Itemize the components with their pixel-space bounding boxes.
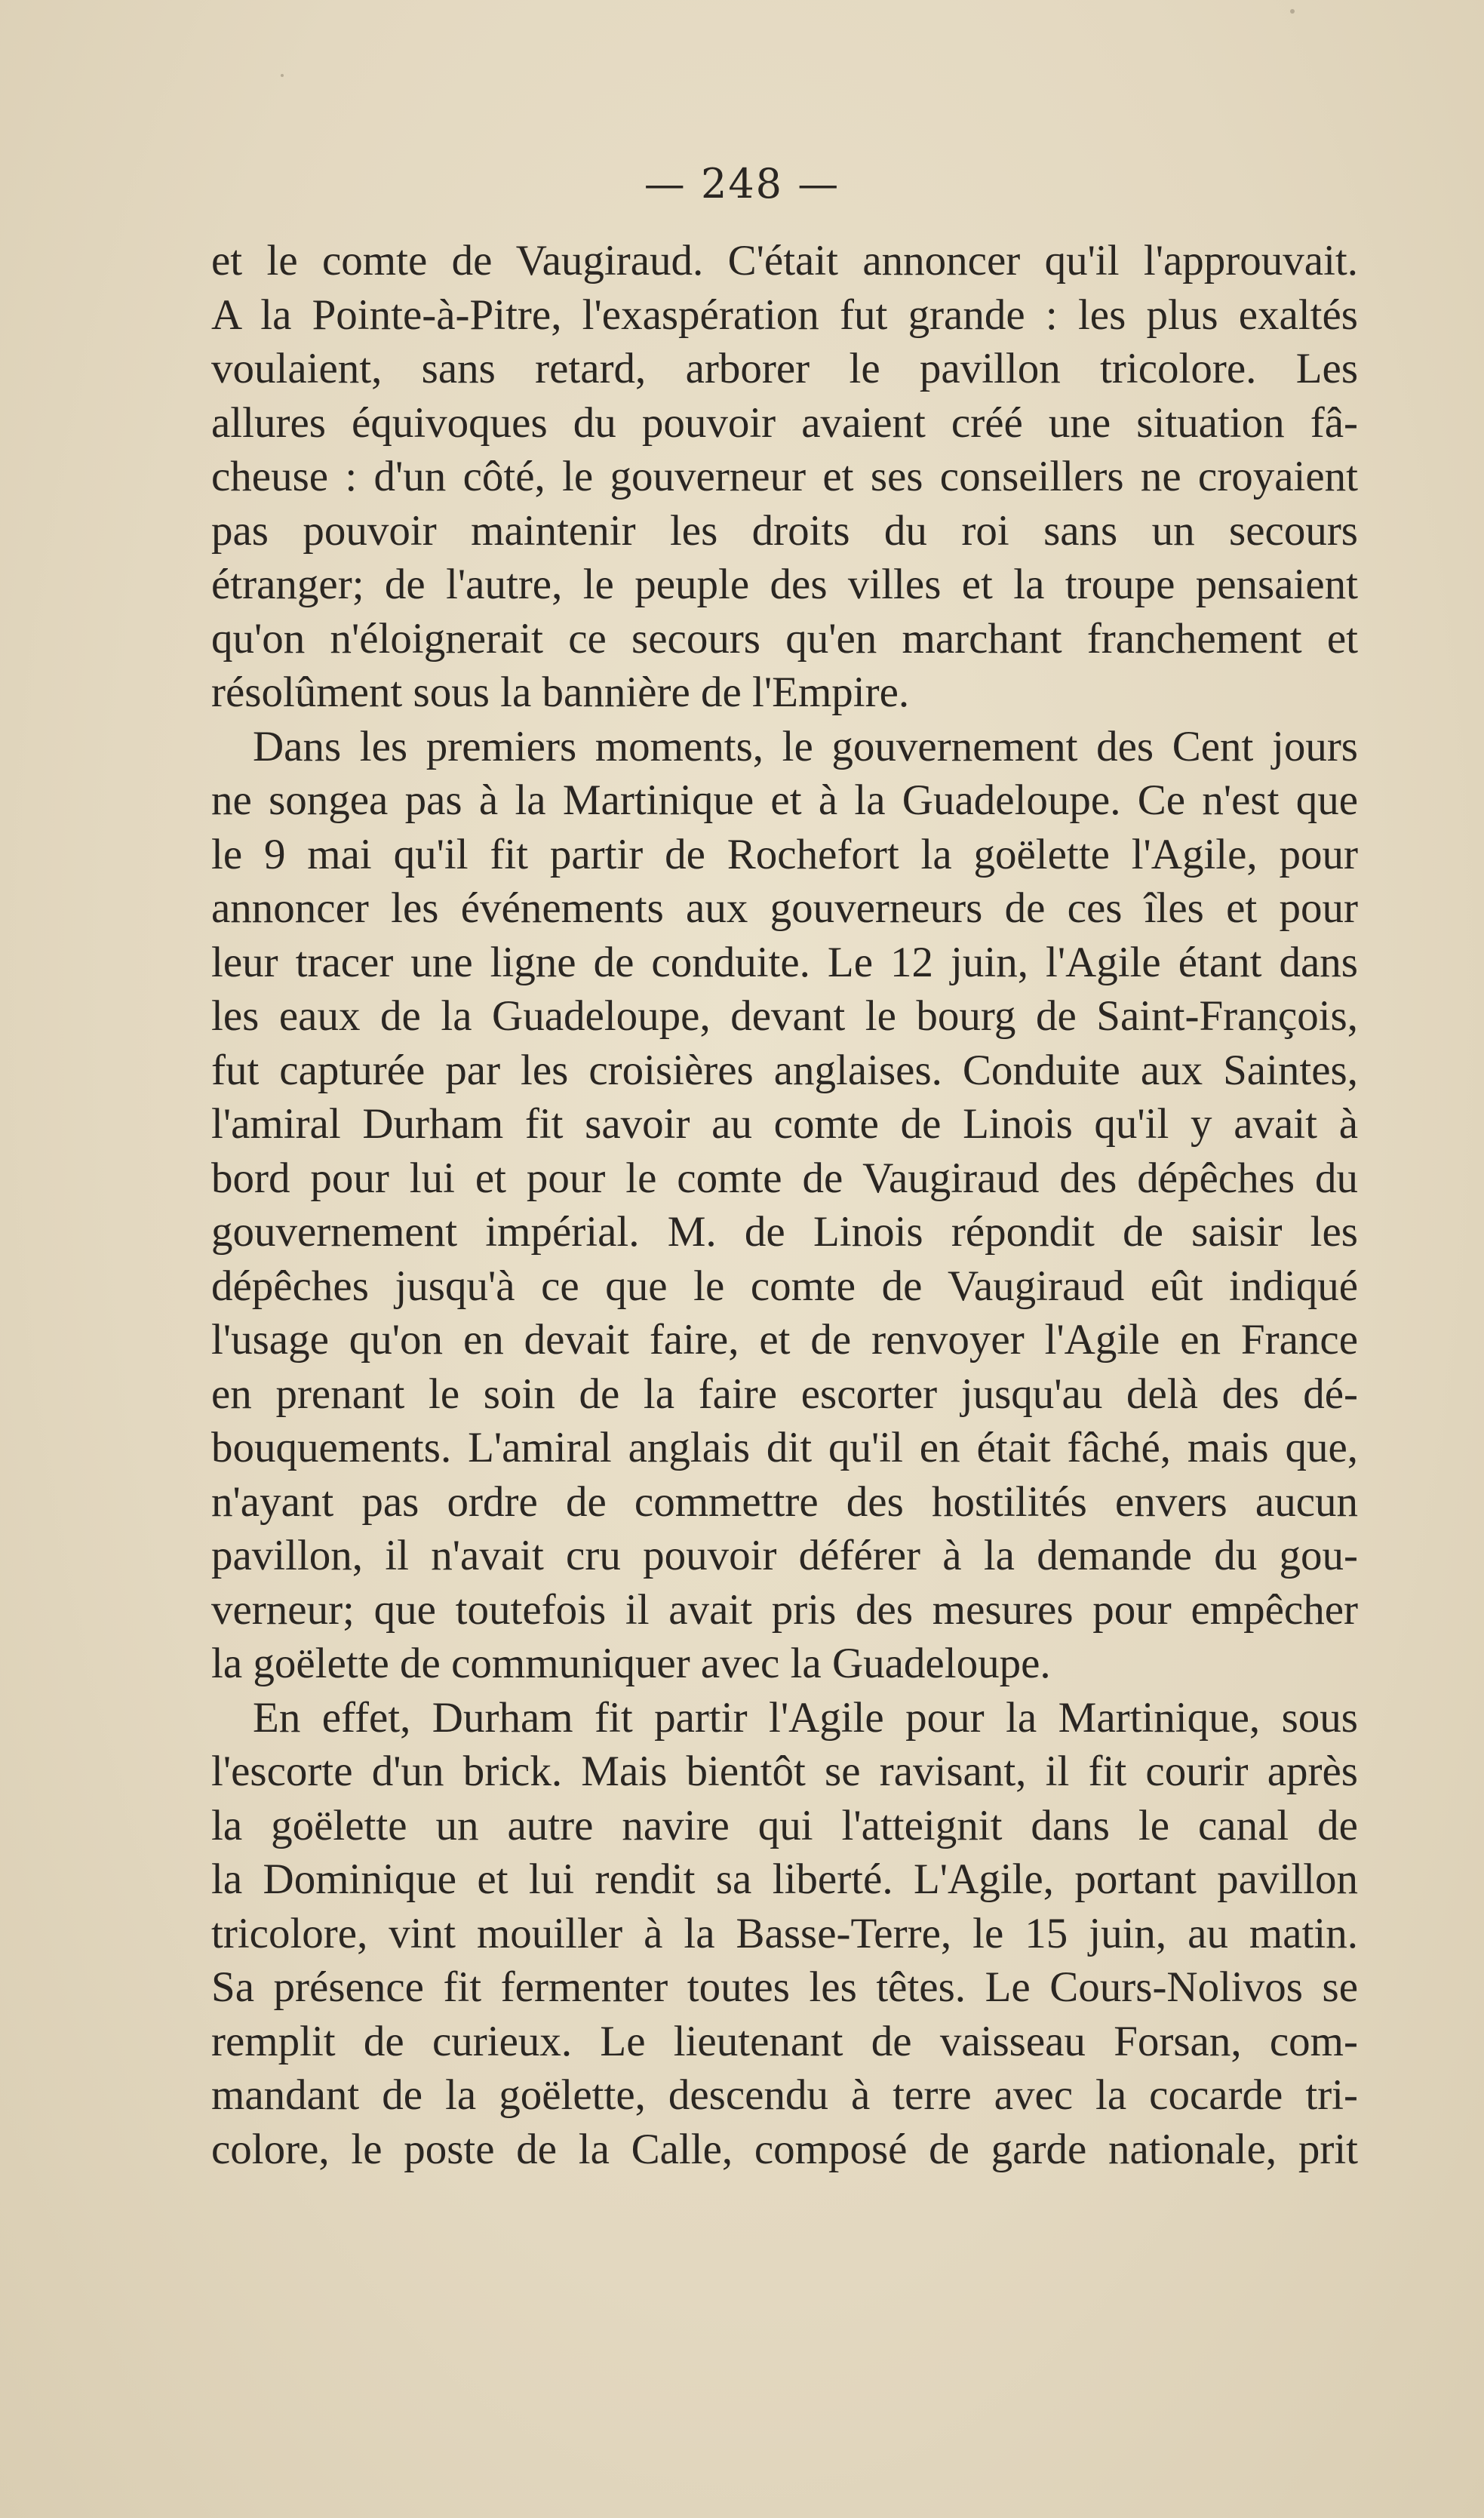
text-line: n'ayant pas ordre de commettre des hostilités envers aucun bbox=[211, 1477, 1358, 1526]
text-line: remplit de curieux. Le lieutenant de vaisseau Forsan, com- bbox=[211, 2017, 1358, 2065]
text-line: voulaient, sans retard, arborer le pavillon tricolore. Les bbox=[211, 345, 1358, 392]
text-line: ne songea pas à la Martinique et à la Guadeloupe. Ce n'est que bbox=[211, 776, 1358, 824]
text-line: fut capturée par les croisières anglaises. Conduite aux Saintes, bbox=[211, 1046, 1358, 1094]
text-line: résolûment sous la bannière de l'Empire. bbox=[211, 669, 910, 716]
paper-speck bbox=[281, 74, 284, 77]
text-line: et le comte de Vaugiraud. C'était annoncer qu'il l'approuvait. bbox=[211, 237, 1358, 284]
text-line: cheuse : d'un côté, le gouverneur et ses conseillers ne croyaient bbox=[211, 453, 1358, 500]
text-line: la goëlette de communiquer avec la Guadeloupe. bbox=[211, 1640, 1051, 1687]
text-line: le 9 mai qu'il fit partir de Rochefort la goëlette l'Agile, pour bbox=[211, 830, 1358, 878]
text-line: la goëlette un autre navire qui l'atteignit dans le canal de bbox=[211, 1801, 1358, 1849]
text-line: annoncer les événements aux gouverneurs de ces îles et pour bbox=[211, 884, 1358, 932]
text-line: leur tracer une ligne de conduite. Le 12 juin, l'Agile étant dans bbox=[211, 938, 1358, 986]
text-line: colore, le poste de la Calle, composé de garde nationale, prit bbox=[211, 2125, 1358, 2173]
text-line: l'usage qu'on en devait faire, et de renvoyer l'Agile en France bbox=[211, 1316, 1358, 1364]
text-line: En effet, Durham fit partir l'Agile pour la Martinique, sous bbox=[253, 1693, 1358, 1742]
text-line: l'amiral Durham fit savoir au comte de Linois qu'il y avait à bbox=[211, 1100, 1358, 1148]
text-line: mandant de la goëlette, descendu à terre avec la cocarde tri- bbox=[211, 2071, 1358, 2119]
text-line: qu'on n'éloignerait ce secours qu'en marchant franchement et bbox=[211, 614, 1358, 663]
text-line: gouvernement impérial. M. de Linois répondit de saisir les bbox=[211, 1208, 1358, 1256]
text-line: A la Pointe-à-Pitre, l'exaspération fut grande : les plus exaltés bbox=[211, 291, 1358, 339]
text-line: étranger; de l'autre, le peuple des villes et la troupe pensaient bbox=[211, 561, 1358, 608]
page-number: — 248 — bbox=[644, 160, 840, 208]
text-line: verneur; que toutefois il avait pris des mesures pour empêcher bbox=[211, 1585, 1358, 1634]
text-line: la Dominique et lui rendit sa liberté. L'Agile, portant pavillon bbox=[211, 1855, 1358, 1903]
text-line: l'escorte d'un brick. Mais bientôt se ravisant, il fit courir après bbox=[211, 1748, 1358, 1795]
text-line: bord pour lui et pour le comte de Vaugiraud des dépêches du bbox=[211, 1154, 1358, 1202]
text-line: allures équivoques du pouvoir avaient créé une situation fâ- bbox=[211, 398, 1358, 447]
text-line: pavillon, il n'avait cru pouvoir déférer à la demande du gou- bbox=[211, 1532, 1358, 1579]
text-line: les eaux de la Guadeloupe, devant le bourg de Saint-François, bbox=[211, 992, 1358, 1040]
text-line: pas pouvoir maintenir les droits du roi sans un secours bbox=[211, 506, 1358, 555]
text-line: tricolore, vint mouiller à la Basse-Terre, le 15 juin, au matin. bbox=[211, 1909, 1358, 1957]
paper-speck bbox=[1290, 9, 1295, 14]
text-line: en prenant le soin de la faire escorter jusqu'au delà des dé- bbox=[211, 1370, 1358, 1418]
text-line: dépêches jusqu'à ce que le comte de Vaugiraud eût indiqué bbox=[211, 1262, 1358, 1310]
text-line: bouquements. L'amiral anglais dit qu'il en était fâché, mais que, bbox=[211, 1424, 1358, 1471]
text-line: Sa présence fit fermenter toutes les têtes. Le Cours-Nolivos se bbox=[211, 1963, 1358, 2011]
body-text bbox=[211, 234, 1358, 2176]
text-line: Dans les premiers moments, le gouvernement des Cent jours bbox=[253, 722, 1358, 770]
